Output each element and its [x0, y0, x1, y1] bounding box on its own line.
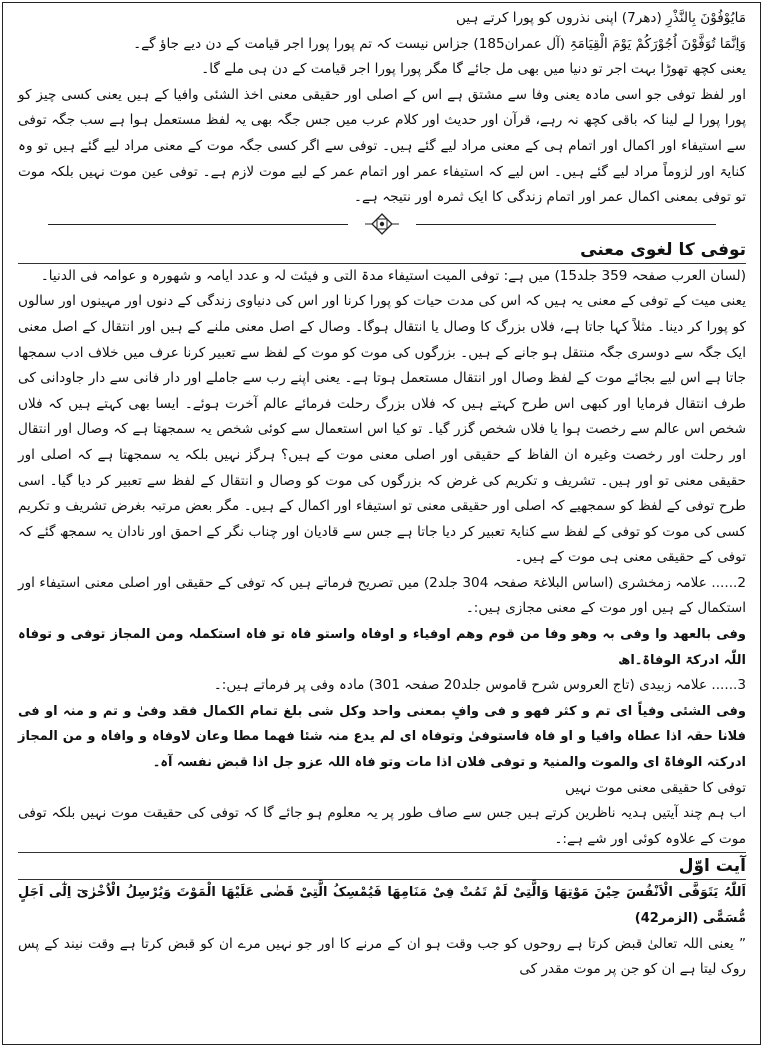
- section-heading-lexical: توفی کا لغوی معنی: [580, 239, 746, 260]
- zabidi-intro: 3...... علامہ زبیدی (تاج العروس شرح قاموس جلد20 صفحہ 301) مادہ وفی پر فرماتے ہیں:۔: [213, 677, 746, 694]
- intro-verse-1: مَایُوْفُوْنَ بِالنَّذْرِ (دھر7) اپنی نذروں کو پورا کرتے ہیں: [456, 10, 746, 26]
- section-heading-first-verse: آیت اوّل: [678, 856, 746, 877]
- conclusion-text: اب ہم چند آیتیں ہدیہ ناظرین کرتے ہیں جس سے صاف طور پر یہ معلوم ہو جائے گا کہ توفی کی حقیقت موت نہیں بلکہ توفی موت کے علاوہ کوئی اور شے ہے:۔: [18, 805, 746, 847]
- divider-line-left: [48, 224, 348, 225]
- verse-text: اَللّٰہُ یَتَوَفَّی الْاَنْفُسَ حِیْنَ مَوْتِھَا وَالَّتِیْ لَمْ تَمُتْ فِیْ مَنَامِھَا فَیُمْسِکُ الَّتِیْ قَضٰی عَلَیْھَا الْمَوْتَ وَیُرْسِلُ الْاُخْرٰیٓ اِلٰٓی اَجَلٍ مُّسَمًّی: [18, 885, 746, 926]
- conclusion-subtitle: توفی کا حقیقی معنی موت نہیں: [564, 779, 746, 796]
- divider-line-right: [416, 224, 716, 225]
- lisan-al-arab-quote: (لسان العرب صفحہ 359 جلد15) میں ہے: توفی المیت استیفاء مدۃ التی و فیئت لہ و عدد ایامہ و شھورہ و عوامہ فی الدنیا۔: [40, 267, 746, 284]
- verse-reference: (الزمر42): [634, 911, 699, 926]
- zabidi-arabic: وفی الشئی وفیاً ای تم و کثر فھو و فی وافٍ بمعنی واحد وکل شی بلغ تمام الکمال فقد وفیٰ و تم و منہ او فی فلانا حقہ اذا عطاہ وافیا و او فاہ فاستوفیٰ وتوفاہ ای لم یدع منہ شئا فھما مطا وعان لاوفاہ و وافاہ و من المجاز ادرکتہ الوفاۃ ای والموت والمنیۃ و توفی فلان اذا مات وتو فاہ اللہ عزو جل اذا قبض نفسہ آہ۔: [18, 703, 746, 771]
- document-page: [18, 6, 746, 1042]
- intro-verse-3: یعنی کچھ تھوڑا بہت اجر تو دنیا میں بھی مل جائے گا مگر پورا پورا اجر قیامت کے دن ہی ملے گا۔: [201, 61, 746, 78]
- zamakhshari-intro: 2...... علامہ زمخشری (اساس البلاغۃ صفحہ 304 جلد2) میں تصریح فرماتے ہیں کہ توفی کے حقیقی اور اصلی معنی استیفاء اور استکمال کے ہیں اور موت کے معنی مجازی ہیں:۔: [18, 574, 746, 617]
- quran-verse: [18, 880, 746, 931]
- ornament-icon: [365, 212, 399, 236]
- zamakhshari-arabic: وفی بالعھد وا وفی بہ وھو وفا من قوم وھم اوفیاء و اوفاہ واستو فاہ تو فاہ استکملہ ومن المجاز توفی و توفاہ اللّٰہ ادرکۃ الوفاۃ۔اھ: [18, 627, 746, 668]
- lexical-paragraph: یعنی میت کے توفی کے معنی یہ ہیں کہ اس کی مدت حیات کو پورا کرنا اور اس کی دنیاوی زندگی کے دنوں اور مہینوں اور سالوں کو پورا کر دینا۔ مثلاً کہا جاتا ہے، فلاں بزرگ کا وصال یا انتقال ہوگا۔ وصال کے اصل معنی ملنے کے ہیں اور انتقال کے اصل معنی ایک جگہ سے دوسری جگہ منتقل ہو جانے کے ہیں۔ بزرگوں کی موت کو موت کے لفظ سے تعبیر کرنا عرف میں خلاف ادب سمجھا جاتا ہے اس لیے بجائے موت کے لفظ وصال اور انتقال مستعمل ہوتا ہے۔ یعنی اپنے رب سے جاملے اور دار فانی سے دار جاودانی کی طرف انتقال فرمایا اور کبھی اس طرح کہتے ہیں کہ فلاں بزرگ رحلت فرمائے عالم آخرت ہوئے۔ ایسا بھی کہتے ہیں کہ فلاں شخص اس عالم سے رخصت ہوا یا فلاں شخص گزر گیا۔ تو کیا اس استعمال سے کوئی شخص یہ سمجھتا ہے کہ وصال اور انتقال اور رحلت اور رخصت وغیرہ ان الفاظ کے حقیقی اور اصلی معنی موت کے ہیں؟ ہرگز نہیں بلکہ یہ سمجھتا ہے کہ اصلی اور حقیقی معنی تو اور ہیں۔ تشریف و تکریم کی غرض کہ بزرگوں کی موت کو وصال و انتقال کے لفظ سے تعبیر کر دیا گیا۔ اسی طرح توفی کے لفظ کو سمجھیے کہ اصلی اور حقیقی معنی تو استیفاء اور اکمال کے ہیں۔ مگر بعض مرتبہ بغرض تشریف و تکریم کسی کی موت کو توفی کے لفظ سے کنایۃ تعبیر کر دیا جاتا ہے جس سے قادیان اور چناب نگر کے احمق اور نادان یہ سمجھ گئے کہ توفی کے حقیقی معنی ہی موت کے ہیں۔: [18, 293, 746, 566]
- intro-paragraph: اور لفظ توفی جو اسی مادہ یعنی وفا سے مشتق ہے اس کے اصلی اور حقیقی معنی اخذ الشئی وافیا کے ہیں یعنی کسی چیز کو پورا پورا لے لینا کہ باقی کچھ نہ رہے، قرآن اور حدیث اور کلام عرب میں جس جگہ بھی یہ لفظ مستعمل ہوا ہے سب جگہ توفی سے استیفاء اور اکمال اور اتمام ہی کے معنی مراد لیے گئے ہیں۔ توفی سے اگر کسی جگہ موت کے معنی مراد لیے گئے ہیں تو وہ کنایۃ اور لزوماً مراد لیے گئے ہیں۔ اس لیے کہ استیفاء عمر اور اتمام عمر کے لیے موت لازم ہے۔ توفی عین موت نہیں بلکہ موت تو توفی بمعنی اکمال عمر اور اتمام زندگی کا ایک ثمرہ اور نتیجہ ہے۔: [18, 86, 746, 206]
- section-divider: [18, 211, 746, 237]
- verse-translation: ” یعنی اللہ تعالیٰ قبض کرتا ہے روحوں کو جب وقت ہو ان کے مرنے کا اور جو نہیں مرے ان کو قبض کرتا ہے وقت نیند کے پس روک لیتا ہے ان کو جن پر موت مقدر کی: [18, 935, 746, 978]
- intro-verse-2: وَاِنَّمَا تُوَفَّوْنَ اُجُوْرَکُمْ یَوْمَ الْقِیَامَۃِ (آل عمران185) جزاس نیست کہ تم پورا پورا اجر قیامت کے دن دیے جاؤ گے۔: [133, 35, 746, 52]
